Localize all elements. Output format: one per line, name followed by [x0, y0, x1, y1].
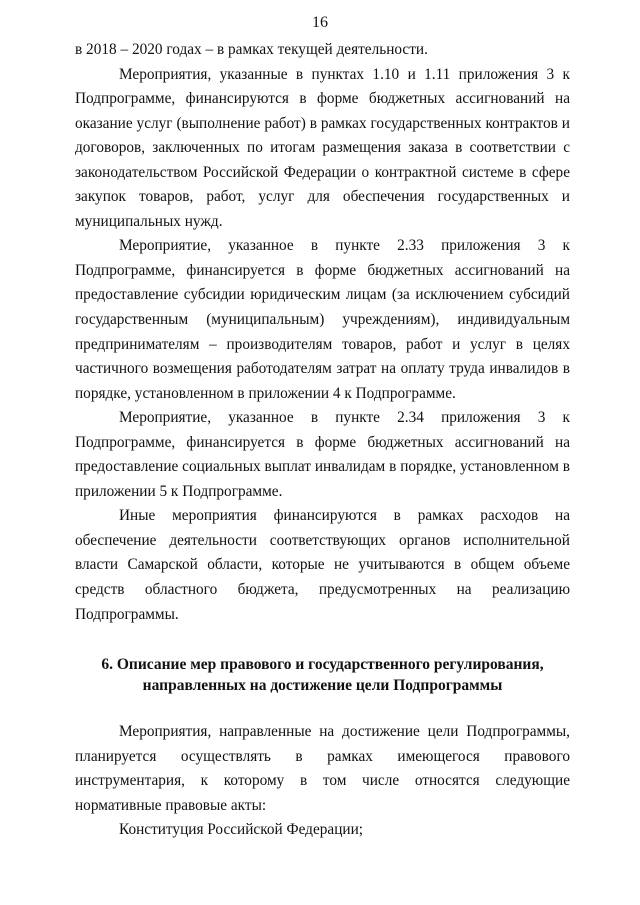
paragraph-2: Мероприятия, указанные в пунктах 1.10 и 1.11 приложения 3 к Подпрограмме, финансируются в форме бюджетных ассигнований на оказание услуг (выполнение работ) в рамках государственных контрактов и договоров, заключенных по итогам размещения заказа в соответствии с законодательством Российской Федерации о контрактной системе в сфере закупок товаров, работ, услуг для обеспечения государственных и муниципальных нужд. [75, 65, 570, 230]
paragraph-5: Иные мероприятия финансируются в рамках расходов на обеспечение деятельности соответствующих органов исполнительной власти Самарской области, которые не учитываются в общем объеме средств областного бюджета, предусмотренных на реализацию Подпрограммы. [75, 507, 570, 623]
section-heading-line-2: направленных на достижение цели Подпрограммы [142, 677, 503, 695]
paragraph-3: Мероприятие, указанное в пункте 2.33 приложения 3 к Подпрограмме, финансируется в форме бюджетных ассигнований на предоставление субсидии юридическим лицам (за исключением субсидий государственным (муниципальным) учреждениям), индивидуальным предпринимателям – производителям товаров, работ и услуг в целях частичного возмещения работодателям затрат на оплату труда инвалидов в порядке, установленном в приложении 4 к Подпрограмме. [75, 237, 570, 402]
paragraph-4: Мероприятие, указанное в пункте 2.34 приложения 3 к Подпрограмме, финансируется в форме бюджетных ассигнований на предоставление социальных выплат инвалидам в порядке, установленном в приложении 5 к Подпрограмме. [75, 409, 570, 500]
section-paragraph-2: Конституция Российской Федерации; [119, 821, 364, 839]
page-number: 16 [312, 14, 328, 31]
section-heading-line-1: 6. Описание мер правового и государственного регулирования, [101, 656, 544, 674]
section-heading [75, 654, 570, 696]
section-paragraph-1: Мероприятия, направленные на достижение цели Подпрограммы, планируется осуществлять в рамках имеющегося правового инструментария, к которому в том числе относятся следующие нормативные правовые акты: [75, 723, 570, 814]
paragraph-1: в 2018 – 2020 годах – в рамках текущей деятельности. [75, 41, 428, 58]
document-body [75, 38, 570, 843]
